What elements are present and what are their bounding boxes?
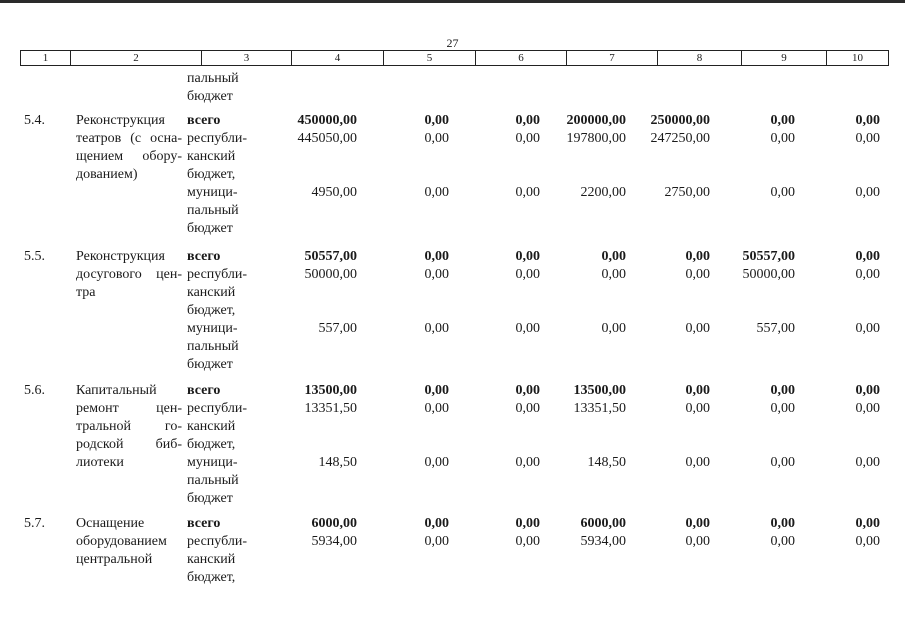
row-number: 5.5. [24,249,45,264]
republic-budget-value: 0,00 [770,401,795,416]
scan-edge-line [0,0,905,3]
republic-budget-value: 0,00 [770,534,795,549]
municipal-budget-value: 0,00 [855,321,880,336]
activity-name-line: оборудованием [76,534,167,549]
total-value: 0,00 [770,516,795,531]
total-value: 450000,00 [297,113,357,128]
source-republic-label: республи- [187,131,247,146]
municipal-budget-value: 0,00 [515,455,540,470]
total-value: 6000,00 [311,516,357,531]
total-value: 50557,00 [304,249,357,264]
republic-budget-value: 50000,00 [742,267,795,282]
republic-budget-value: 0,00 [855,534,880,549]
total-value: 6000,00 [580,516,626,531]
total-value: 0,00 [515,516,540,531]
total-value: 13500,00 [304,383,357,398]
total-value: 0,00 [855,516,880,531]
republic-budget-value: 13351,50 [573,401,626,416]
total-value: 0,00 [770,383,795,398]
source-republic-label: республи- [187,267,247,282]
republic-budget-value: 0,00 [855,131,880,146]
header-cell: 2 [71,51,202,65]
total-value: 0,00 [855,249,880,264]
total-value: 0,00 [424,516,449,531]
activity-name-line: лиотеки [76,455,124,470]
total-value: 0,00 [855,383,880,398]
continuation-text: бюджет [187,89,233,104]
source-republic-label: канский [187,552,236,567]
municipal-budget-value: 0,00 [855,455,880,470]
activity-name-line: театров (с осна- [76,131,182,146]
activity-name-line: тральной го- [76,419,182,434]
row-number: 5.7. [24,516,45,531]
header-cell: 5 [384,51,476,65]
municipal-budget-value: 148,50 [587,455,626,470]
republic-budget-value: 0,00 [515,534,540,549]
header-cell: 4 [292,51,384,65]
activity-name-line: тра [76,285,96,300]
activity-name-line: Реконструкция [76,249,165,264]
total-value: 0,00 [685,249,710,264]
republic-budget-value: 0,00 [424,401,449,416]
header-cell: 9 [742,51,827,65]
republic-budget-value: 0,00 [515,267,540,282]
municipal-budget-value: 0,00 [855,185,880,200]
header-cell: 8 [658,51,742,65]
republic-budget-value: 0,00 [424,131,449,146]
source-republic-label: бюджет, [187,437,236,452]
republic-budget-value: 0,00 [855,401,880,416]
municipal-budget-value: 557,00 [318,321,357,336]
total-value: 13500,00 [573,383,626,398]
republic-budget-value: 0,00 [685,534,710,549]
municipal-budget-value: 4950,00 [311,185,357,200]
source-municipal-label: пальный [187,473,239,488]
municipal-budget-value: 0,00 [515,321,540,336]
republic-budget-value: 247250,00 [650,131,710,146]
activity-name-line: центральной [76,552,153,567]
municipal-budget-value: 0,00 [424,185,449,200]
republic-budget-value: 0,00 [855,267,880,282]
republic-budget-value: 0,00 [601,267,626,282]
total-value: 0,00 [515,113,540,128]
total-value: 200000,00 [566,113,626,128]
municipal-budget-value: 0,00 [770,455,795,470]
source-republic-label: бюджет, [187,303,236,318]
republic-budget-value: 5934,00 [311,534,357,549]
municipal-budget-value: 0,00 [770,185,795,200]
republic-budget-value: 0,00 [515,131,540,146]
source-republic-label: республи- [187,534,247,549]
source-municipal-label: бюджет [187,491,233,506]
header-cell: 3 [202,51,292,65]
municipal-budget-value: 0,00 [685,321,710,336]
republic-budget-value: 197800,00 [566,131,626,146]
activity-name-line: Капитальный [76,383,157,398]
source-total-label: всего [187,516,221,531]
republic-budget-value: 0,00 [685,267,710,282]
column-number-header [20,50,889,66]
municipal-budget-value: 0,00 [424,321,449,336]
page-number: 27 [446,36,459,50]
source-republic-label: канский [187,149,236,164]
total-value: 0,00 [515,383,540,398]
header-cell: 10 [827,51,889,65]
source-republic-label: канский [187,419,236,434]
municipal-budget-value: 0,00 [424,455,449,470]
municipal-budget-value: 0,00 [515,185,540,200]
source-total-label: всего [187,249,221,264]
total-value: 0,00 [770,113,795,128]
municipal-budget-value: 2750,00 [664,185,710,200]
total-value: 0,00 [685,516,710,531]
activity-name-line: дованием) [76,167,138,182]
row-number: 5.6. [24,383,45,398]
republic-budget-value: 445050,00 [297,131,357,146]
source-municipal-label: пальный [187,339,239,354]
republic-budget-value: 0,00 [424,267,449,282]
source-municipal-label: муници- [187,185,238,200]
republic-budget-value: 0,00 [515,401,540,416]
municipal-budget-value: 557,00 [756,321,795,336]
source-total-label: всего [187,113,221,128]
total-value: 0,00 [424,249,449,264]
source-total-label: всего [187,383,221,398]
republic-budget-value: 0,00 [685,401,710,416]
source-republic-label: республи- [187,401,247,416]
republic-budget-value: 13351,50 [304,401,357,416]
source-republic-label: бюджет, [187,167,236,182]
source-municipal-label: бюджет [187,221,233,236]
republic-budget-value: 5934,00 [580,534,626,549]
total-value: 0,00 [515,249,540,264]
row-number: 5.4. [24,113,45,128]
municipal-budget-value: 0,00 [685,455,710,470]
municipal-budget-value: 148,50 [318,455,357,470]
source-republic-label: канский [187,285,236,300]
municipal-budget-value: 0,00 [601,321,626,336]
activity-name-line: ремонт цен- [76,401,182,416]
total-value: 0,00 [424,113,449,128]
republic-budget-value: 50000,00 [304,267,357,282]
municipal-budget-value: 2200,00 [580,185,626,200]
header-cell: 7 [567,51,658,65]
activity-name-line: родской биб- [76,437,182,452]
header-cell: 1 [21,51,71,65]
total-value: 250000,00 [650,113,710,128]
total-value: 0,00 [424,383,449,398]
republic-budget-value: 0,00 [770,131,795,146]
activity-name-line: Реконструкция [76,113,165,128]
activity-name-line: щением обору- [76,149,182,164]
total-value: 0,00 [685,383,710,398]
activity-name-line: досугового цен- [76,267,182,282]
total-value: 0,00 [855,113,880,128]
total-value: 50557,00 [742,249,795,264]
republic-budget-value: 0,00 [424,534,449,549]
continuation-text: пальный [187,71,239,86]
activity-name-line: Оснащение [76,516,145,531]
source-municipal-label: пальный [187,203,239,218]
header-cell: 6 [476,51,567,65]
source-municipal-label: муници- [187,321,238,336]
source-municipal-label: бюджет [187,357,233,372]
total-value: 0,00 [601,249,626,264]
source-republic-label: бюджет, [187,570,236,585]
source-municipal-label: муници- [187,455,238,470]
